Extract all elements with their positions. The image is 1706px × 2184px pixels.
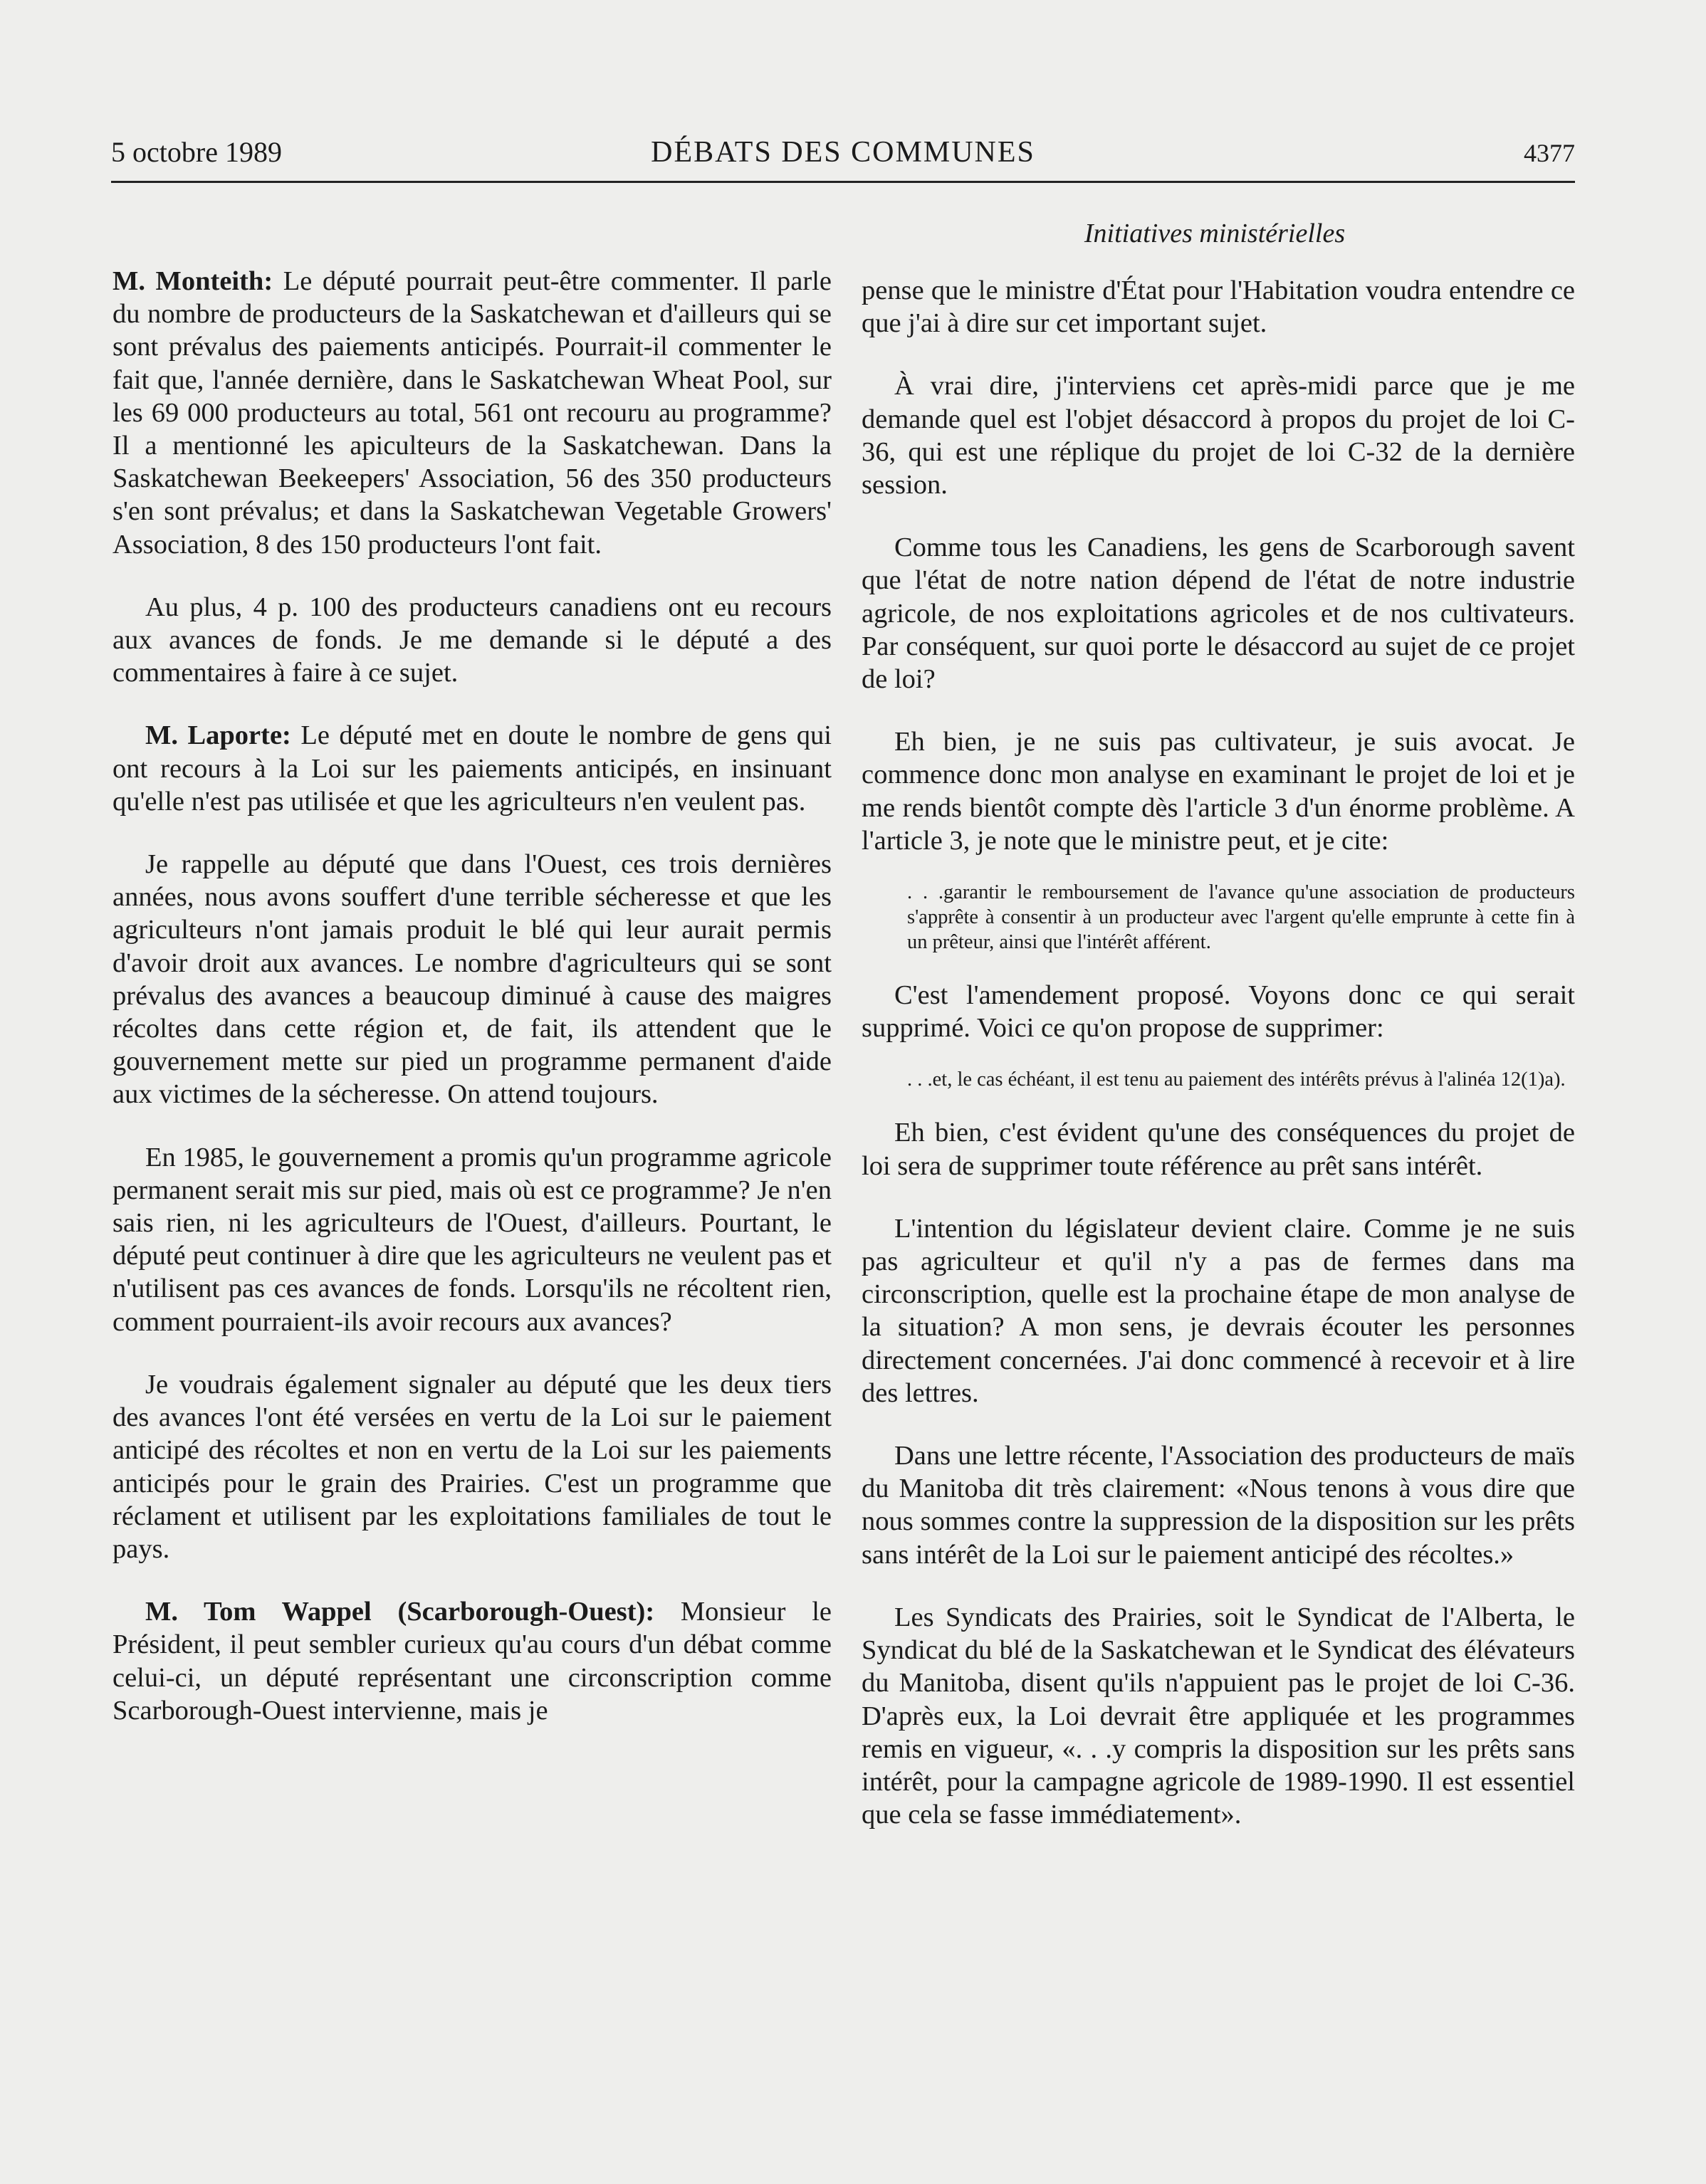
- section-title: Initiatives ministérielles: [1084, 219, 1346, 248]
- paragraph: pense que le ministre d'État pour l'Habitation voudra entendre ce que j'ai à dire sur cet important sujet.: [862, 275, 1575, 339]
- paragraph: Eh bien, je ne suis pas cultivateur, je suis avocat. Je commence donc mon analyse en examinant le projet de loi et je me rends bientôt compte dès l'article 3 d'un énorme problème. A l'article 3, je note que le ministre peut, et je cite:: [862, 727, 1575, 856]
- right-column: [862, 274, 1575, 1861]
- header-title: DÉBATS DES COMMUNES: [651, 136, 1035, 169]
- paragraph: L'intention du législateur devient claire. Comme je ne suis pas agriculteur et qu'il n'y a pas de fermes dans ma circonscription, quelle est la prochaine étape de mon analyse de la situation? A mon sens, je devrais écouter les personnes directement concernées. J'ai donc commencé à recevoir et à lire des lettres.: [862, 1213, 1575, 1408]
- speaker-name: M. Laporte:: [145, 720, 291, 751]
- page-number: 4377: [1524, 139, 1575, 167]
- paragraph: Eh bien, c'est évident qu'une des conséquences du projet de loi sera de supprimer toute référence au prêt sans intérêt.: [862, 1118, 1575, 1181]
- paragraph: C'est l'amendement proposé. Voyons donc ce qui serait supprimé. Voici ce qu'on propose de supprimer:: [862, 980, 1575, 1044]
- speech-text: Le député pourrait peut-être commenter. Il parle du nombre de producteurs de la Saskatchewan et d'ailleurs qui se sont prévalus des paiements anticipés. Pourrait-il commenter le fait que, l'année dernière, dans le Saskatchewan Wheat Pool, sur les 69 000 producteurs au total, 561 ont recouru au programme? Il a mentionné les apiculteurs de la Saskatchewan. Dans la Saskatchewan Beekeepers' Association, 56 des 350 producteurs s'en sont prévalus; et dans la Saskatchewan Vegetable Growers' Association, 8 des 150 producteurs l'ont fait.: [112, 266, 832, 560]
- speech-text: Monsieur le Président, il peut sembler curieux qu'au cours d'un débat comme celui-ci, un député représentant une circonscription comme Scarborough-Ouest intervienne, mais je: [112, 1597, 832, 1726]
- speech-text: Le député met en doute le nombre de gens qui ont recours à la Loi sur les paiements anticipés, en insinuant qu'elle n'est pas utilisée et que les agriculteurs n'en veulent pas.: [112, 720, 832, 817]
- speaker-name: M. Monteith:: [112, 266, 273, 296]
- page-header: [111, 135, 1575, 183]
- block-quote: . . .garantir le remboursement de l'avance qu'une association de producteurs s'apprête à consentir à un producteur avec l'argent qu'elle emprunte à cette fin à un prêteur, ainsi que l'intérêt afférent.: [907, 881, 1575, 954]
- paragraph: Comme tous les Canadiens, les gens de Scarborough savent que l'état de notre nation dépend de l'état de notre industrie agricole, de nos exploitations agricoles et de nos cultivateurs. Par conséquent, sur quoi porte le désaccord au sujet de ce projet de loi?: [862, 532, 1575, 695]
- left-column: [112, 265, 832, 1757]
- paragraph: Au plus, 4 p. 100 des producteurs canadiens ont eu recours aux avances de fonds. Je me demande si le député a des commentaires à faire à ce sujet.: [112, 592, 832, 688]
- speaker-name: M. Tom Wappel (Scarborough-Ouest):: [145, 1597, 655, 1627]
- paragraph: [112, 1595, 832, 1727]
- header-date: 5 octobre 1989: [111, 136, 282, 168]
- paragraph: Je voudrais également signaler au député que les deux tiers des avances l'ont été versées en vertu de la Loi sur le paiement anticipé des récoltes et non en vertu de la Loi sur les paiements anticipés pour le grain des Prairies. C'est un programme que réclament et utilisent par les exploitations familiales de tout le pays.: [112, 1369, 832, 1564]
- paragraph: En 1985, le gouvernement a promis qu'un programme agricole permanent serait mis sur pied, mais où est ce programme? Je n'en sais rien, ni les agriculteurs de l'Ouest, d'ailleurs. Pourtant, le député peut continuer à dire que les agriculteurs ne veulent pas et n'utilisent pas ces avances de fonds. Lorsqu'ils ne récoltent rien, comment pourraient-ils avoir recours aux avances?: [112, 1142, 832, 1337]
- paragraph: À vrai dire, j'interviens cet après-midi parce que je me demande quel est l'objet désaccord à propos du projet de loi C-36, qui est une réplique du projet de loi C-32 de la dernière session.: [862, 371, 1575, 500]
- paragraph: Dans une lettre récente, l'Association des producteurs de maïs du Manitoba dit très clairement: «Nous tenons à vous dire que nous sommes contre la suppression de la disposition sur les prêts sans intérêt de la Loi sur le paiement anticipé des récoltes.»: [862, 1441, 1575, 1570]
- block-quote: . . .et, le cas échéant, il est tenu au paiement des intérêts prévus à l'alinéa 12(1)a).: [907, 1069, 1566, 1091]
- paragraph: [112, 719, 832, 818]
- paragraph: [112, 265, 832, 561]
- paragraph: Je rappelle au député que dans l'Ouest, ces trois dernières années, nous avons souffert d'une terrible sécheresse et que les agriculteurs n'ont jamais produit le blé qui leur aurait permis d'avoir droit aux avances. Le nombre d'agriculteurs qui se sont prévalus des avances a beaucoup diminué à cause des maigres récoltes dans cette région et, de fait, ils attendent que le gouvernement mette sur pied un programme permanent d'aide aux victimes de la sécheresse. On attend toujours.: [112, 849, 832, 1110]
- paragraph: Les Syndicats des Prairies, soit le Syndicat de l'Alberta, le Syndicat du blé de la Saskatchewan et le Syndicat des élévateurs du Manitoba, disent qu'ils n'appuient pas le projet de loi C-36. D'après eux, la Loi devrait être appliquée et les programmes remis en vigueur, «. . .y compris la disposition sur les prêts sans intérêt, pour la campagne agricole de 1989-1990. Il est essentiel que cela se fasse immédiatement».: [862, 1602, 1575, 1830]
